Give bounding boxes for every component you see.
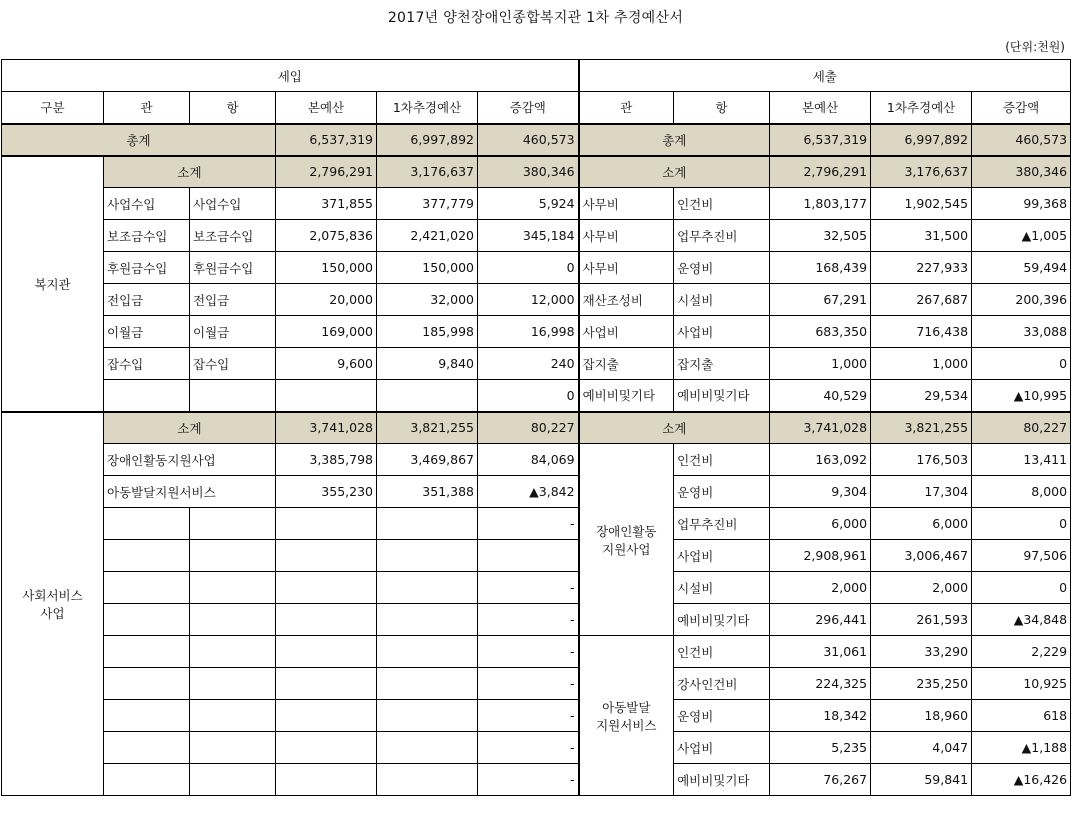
income-gwan-cell: [104, 764, 190, 796]
total-in-revised: 6,997,892: [377, 124, 478, 156]
income-revised-cell: 185,998: [377, 316, 478, 348]
table-row: [2, 220, 1071, 252]
expense-diff-cell: 99,368: [972, 188, 1071, 220]
expense-gwan-cell: 예비비및기타: [579, 380, 674, 412]
welfare-subtotal-row: [2, 156, 1071, 188]
expense-hang-cell: 업무추진비: [674, 220, 770, 252]
income-diff-cell: -: [478, 604, 579, 636]
expense-base-cell: 1,000: [770, 348, 871, 380]
income-revised-cell: [377, 540, 478, 572]
expense-base-cell: 18,342: [770, 700, 871, 732]
expense-diff-cell: 200,396: [972, 284, 1071, 316]
social-section-label-line2: 사업: [40, 605, 65, 621]
income-base-cell: [276, 764, 377, 796]
income-base-cell: 9,600: [276, 348, 377, 380]
income-hang-cell: [190, 764, 276, 796]
social-subtotal-out-diff: 80,227: [972, 412, 1071, 444]
welfare-section-label: 복지관: [2, 156, 104, 412]
expense-group-child-development-line2: 지원서비스: [596, 717, 657, 733]
income-gwan-cell: [104, 380, 190, 412]
table-row: [2, 700, 1071, 732]
expense-base-cell: 32,505: [770, 220, 871, 252]
income-base-cell: 371,855: [276, 188, 377, 220]
col-header-in-diff: 증감액: [478, 92, 579, 124]
expense-gwan-cell: 사무비: [579, 220, 674, 252]
income-base-cell: [276, 668, 377, 700]
table-row: [2, 732, 1071, 764]
col-header-out-hang: 항: [674, 92, 770, 124]
expense-hang-cell: 사업비: [674, 316, 770, 348]
expense-revised-cell: 261,593: [871, 604, 972, 636]
income-revised-cell: [377, 508, 478, 540]
expense-hang-cell: 사업비: [674, 732, 770, 764]
expense-base-cell: 168,439: [770, 252, 871, 284]
expense-revised-cell: 227,933: [871, 252, 972, 284]
income-hang-cell: 이월금: [190, 316, 276, 348]
expense-gwan-cell: 재산조성비: [579, 284, 674, 316]
income-revised-cell: [377, 604, 478, 636]
income-gwan-cell: [104, 732, 190, 764]
income-diff-cell: -: [478, 668, 579, 700]
income-revised-cell: 9,840: [377, 348, 478, 380]
income-revised-cell: 351,388: [377, 476, 478, 508]
income-base-cell: [276, 732, 377, 764]
income-gwan-cell: [104, 636, 190, 668]
total-out-diff: 460,573: [972, 124, 1071, 156]
col-header-out-gwan: 관: [579, 92, 674, 124]
expense-revised-cell: 267,687: [871, 284, 972, 316]
income-base-cell: 169,000: [276, 316, 377, 348]
expense-diff-cell: 33,088: [972, 316, 1071, 348]
expense-hang-cell: 운영비: [674, 252, 770, 284]
table-row: [2, 764, 1071, 796]
total-out-revised: 6,997,892: [871, 124, 972, 156]
total-in-diff: 460,573: [478, 124, 579, 156]
income-diff-cell: -: [478, 700, 579, 732]
expense-revised-cell: 18,960: [871, 700, 972, 732]
expense-gwan-cell: 사무비: [579, 252, 674, 284]
income-hang-cell: [190, 700, 276, 732]
col-header-in-hang: 항: [190, 92, 276, 124]
total-label-expense: 총계: [579, 124, 770, 156]
total-label-income: 총계: [2, 124, 276, 156]
expense-base-cell: 76,267: [770, 764, 871, 796]
table-row: [2, 316, 1071, 348]
expense-diff-cell: 97,506: [972, 540, 1071, 572]
social-subtotal-out-base: 3,741,028: [770, 412, 871, 444]
expense-diff-cell: 8,000: [972, 476, 1071, 508]
table-row: [2, 636, 1071, 668]
expense-gwan-cell: 사업비: [579, 316, 674, 348]
income-gwan-cell: [104, 604, 190, 636]
income-diff-cell: -: [478, 732, 579, 764]
table-row: [2, 252, 1071, 284]
section-header-row: [2, 60, 1071, 92]
income-diff-cell: -: [478, 508, 579, 540]
income-gwan-cell: 후원금수입: [104, 252, 190, 284]
expense-diff-cell: 618: [972, 700, 1071, 732]
welfare-subtotal-out-diff: 380,346: [972, 156, 1071, 188]
income-gwan-cell: [104, 668, 190, 700]
income-diff-cell: 345,184: [478, 220, 579, 252]
table-row: [2, 476, 1071, 508]
income-section-header: 세입: [2, 60, 579, 92]
income-hang-cell: [190, 380, 276, 412]
table-row: [2, 668, 1071, 700]
social-subtotal-out-revised: 3,821,255: [871, 412, 972, 444]
income-gwan-cell: 사업수입: [104, 188, 190, 220]
expense-revised-cell: 31,500: [871, 220, 972, 252]
income-base-cell: 3,385,798: [276, 444, 377, 476]
income-revised-cell: [377, 572, 478, 604]
table-row: [2, 380, 1071, 412]
expense-group-activity-support-line1: 장애인활동: [596, 523, 657, 539]
expense-base-cell: 5,235: [770, 732, 871, 764]
welfare-subtotal-label-income: 소계: [104, 156, 276, 188]
expense-hang-cell: 시설비: [674, 284, 770, 316]
table-row: [2, 284, 1071, 316]
expense-revised-cell: 2,000: [871, 572, 972, 604]
income-hang-cell: 사업수입: [190, 188, 276, 220]
income-revised-cell: [377, 732, 478, 764]
income-revised-cell: 377,779: [377, 188, 478, 220]
income-gwan-cell: 이월금: [104, 316, 190, 348]
income-hang-cell: [190, 604, 276, 636]
income-base-cell: 150,000: [276, 252, 377, 284]
table-row: [2, 604, 1071, 636]
expense-hang-cell: 예비비및기타: [674, 380, 770, 412]
income-base-cell: 2,075,836: [276, 220, 377, 252]
welfare-subtotal-in-diff: 380,346: [478, 156, 579, 188]
social-subtotal-in-base: 3,741,028: [276, 412, 377, 444]
expense-hang-cell: 인건비: [674, 444, 770, 476]
income-diff-cell: ▲3,842: [478, 476, 579, 508]
income-program-cell: 아동발달지원서비스: [104, 476, 276, 508]
expense-diff-cell: 10,925: [972, 668, 1071, 700]
expense-base-cell: 2,908,961: [770, 540, 871, 572]
income-base-cell: [276, 508, 377, 540]
income-diff-cell: 12,000: [478, 284, 579, 316]
expense-base-cell: 40,529: [770, 380, 871, 412]
income-revised-cell: 2,421,020: [377, 220, 478, 252]
income-hang-cell: 잡수입: [190, 348, 276, 380]
income-hang-cell: [190, 668, 276, 700]
table-row: [2, 540, 1071, 572]
welfare-subtotal-out-revised: 3,176,637: [871, 156, 972, 188]
income-gwan-cell: 보조금수입: [104, 220, 190, 252]
social-section-label-line1: 사회서비스: [22, 587, 83, 603]
income-hang-cell: [190, 540, 276, 572]
expense-revised-cell: 33,290: [871, 636, 972, 668]
expense-revised-cell: 3,006,467: [871, 540, 972, 572]
col-header-out-diff: 증감액: [972, 92, 1071, 124]
income-revised-cell: [377, 700, 478, 732]
expense-base-cell: 2,000: [770, 572, 871, 604]
expense-base-cell: 296,441: [770, 604, 871, 636]
income-diff-cell: -: [478, 572, 579, 604]
col-header-out-base: 본예산: [770, 92, 871, 124]
income-revised-cell: [377, 636, 478, 668]
expense-diff-cell: ▲1,005: [972, 220, 1071, 252]
expense-revised-cell: 716,438: [871, 316, 972, 348]
income-base-cell: [276, 380, 377, 412]
social-subtotal-in-diff: 80,227: [478, 412, 579, 444]
expense-hang-cell: 인건비: [674, 636, 770, 668]
income-base-cell: 355,230: [276, 476, 377, 508]
expense-hang-cell: 운영비: [674, 476, 770, 508]
income-diff-cell: 16,998: [478, 316, 579, 348]
expense-base-cell: 683,350: [770, 316, 871, 348]
expense-base-cell: 1,803,177: [770, 188, 871, 220]
income-hang-cell: [190, 508, 276, 540]
income-diff-cell: 0: [478, 380, 579, 412]
welfare-subtotal-in-revised: 3,176,637: [377, 156, 478, 188]
income-gwan-cell: [104, 700, 190, 732]
expense-hang-cell: 예비비및기타: [674, 604, 770, 636]
col-header-in-gwan: 관: [104, 92, 190, 124]
income-base-cell: [276, 572, 377, 604]
expense-group-activity-support: [579, 444, 674, 636]
expense-revised-cell: 235,250: [871, 668, 972, 700]
income-revised-cell: [377, 764, 478, 796]
income-gwan-cell: 잡수입: [104, 348, 190, 380]
social-section-label: [2, 412, 104, 796]
expense-section-header: 세출: [579, 60, 1071, 92]
social-subtotal-row: [2, 412, 1071, 444]
col-header-in-base: 본예산: [276, 92, 377, 124]
income-base-cell: [276, 636, 377, 668]
total-row: [2, 124, 1071, 156]
income-hang-cell: 보조금수입: [190, 220, 276, 252]
income-diff-cell: -: [478, 764, 579, 796]
income-gwan-cell: 전입금: [104, 284, 190, 316]
expense-revised-cell: 4,047: [871, 732, 972, 764]
expense-diff-cell: 0: [972, 348, 1071, 380]
expense-diff-cell: 2,229: [972, 636, 1071, 668]
expense-diff-cell: 13,411: [972, 444, 1071, 476]
budget-table: [1, 59, 1071, 796]
total-out-base: 6,537,319: [770, 124, 871, 156]
expense-gwan-cell: 잡지출: [579, 348, 674, 380]
expense-diff-cell: 0: [972, 572, 1071, 604]
expense-hang-cell: 강사인건비: [674, 668, 770, 700]
income-hang-cell: [190, 572, 276, 604]
expense-base-cell: 9,304: [770, 476, 871, 508]
expense-diff-cell: ▲34,848: [972, 604, 1071, 636]
unit-label: (단위:천원): [1005, 40, 1065, 54]
expense-revised-cell: 6,000: [871, 508, 972, 540]
expense-hang-cell: 시설비: [674, 572, 770, 604]
expense-hang-cell: 운영비: [674, 700, 770, 732]
income-diff-cell: 84,069: [478, 444, 579, 476]
expense-revised-cell: 1,902,545: [871, 188, 972, 220]
table-row: [2, 572, 1071, 604]
expense-diff-cell: ▲10,995: [972, 380, 1071, 412]
table-row: [2, 508, 1071, 540]
income-hang-cell: [190, 732, 276, 764]
expense-revised-cell: 176,503: [871, 444, 972, 476]
social-subtotal-in-revised: 3,821,255: [377, 412, 478, 444]
income-revised-cell: [377, 668, 478, 700]
table-row: [2, 444, 1071, 476]
expense-hang-cell: 인건비: [674, 188, 770, 220]
col-header-out-revised: 1차추경예산: [871, 92, 972, 124]
income-hang-cell: 후원금수입: [190, 252, 276, 284]
expense-base-cell: 6,000: [770, 508, 871, 540]
income-revised-cell: [377, 380, 478, 412]
income-diff-cell: -: [478, 636, 579, 668]
social-subtotal-label-expense: 소계: [579, 412, 770, 444]
expense-diff-cell: 59,494: [972, 252, 1071, 284]
income-revised-cell: 32,000: [377, 284, 478, 316]
income-revised-cell: 3,469,867: [377, 444, 478, 476]
col-header-gubun: 구분: [2, 92, 104, 124]
table-row: [2, 348, 1071, 380]
income-gwan-cell: [104, 540, 190, 572]
income-base-cell: [276, 540, 377, 572]
income-hang-cell: [190, 636, 276, 668]
income-gwan-cell: [104, 572, 190, 604]
welfare-subtotal-in-base: 2,796,291: [276, 156, 377, 188]
expense-hang-cell: 업무추진비: [674, 508, 770, 540]
document-title: 2017년 양천장애인종합복지관 1차 추경예산서: [387, 10, 684, 26]
expense-revised-cell: 59,841: [871, 764, 972, 796]
expense-hang-cell: 예비비및기타: [674, 764, 770, 796]
income-base-cell: [276, 604, 377, 636]
expense-gwan-cell: 사무비: [579, 188, 674, 220]
expense-revised-cell: 29,534: [871, 380, 972, 412]
expense-diff-cell: ▲16,426: [972, 764, 1071, 796]
expense-base-cell: 224,325: [770, 668, 871, 700]
expense-group-child-development: [579, 636, 674, 796]
expense-hang-cell: 잡지출: [674, 348, 770, 380]
expense-diff-cell: 0: [972, 508, 1071, 540]
column-header-row: [2, 92, 1071, 124]
expense-revised-cell: 17,304: [871, 476, 972, 508]
expense-group-activity-support-line2: 지원사업: [602, 541, 651, 557]
income-base-cell: [276, 700, 377, 732]
welfare-subtotal-label-expense: 소계: [579, 156, 770, 188]
table-row: [2, 188, 1071, 220]
income-hang-cell: 전입금: [190, 284, 276, 316]
expense-revised-cell: 1,000: [871, 348, 972, 380]
expense-group-child-development-line1: 아동발달: [602, 699, 651, 715]
expense-hang-cell: 사업비: [674, 540, 770, 572]
income-program-cell: 장애인활동지원사업: [104, 444, 276, 476]
expense-base-cell: 67,291: [770, 284, 871, 316]
income-gwan-cell: [104, 508, 190, 540]
expense-base-cell: 163,092: [770, 444, 871, 476]
income-diff-cell: 0: [478, 252, 579, 284]
income-diff-cell: 5,924: [478, 188, 579, 220]
income-base-cell: 20,000: [276, 284, 377, 316]
col-header-in-revised: 1차추경예산: [377, 92, 478, 124]
income-diff-cell: [478, 540, 579, 572]
total-in-base: 6,537,319: [276, 124, 377, 156]
expense-base-cell: 31,061: [770, 636, 871, 668]
income-diff-cell: 240: [478, 348, 579, 380]
income-revised-cell: 150,000: [377, 252, 478, 284]
expense-diff-cell: ▲1,188: [972, 732, 1071, 764]
social-subtotal-label-income: 소계: [104, 412, 276, 444]
welfare-subtotal-out-base: 2,796,291: [770, 156, 871, 188]
